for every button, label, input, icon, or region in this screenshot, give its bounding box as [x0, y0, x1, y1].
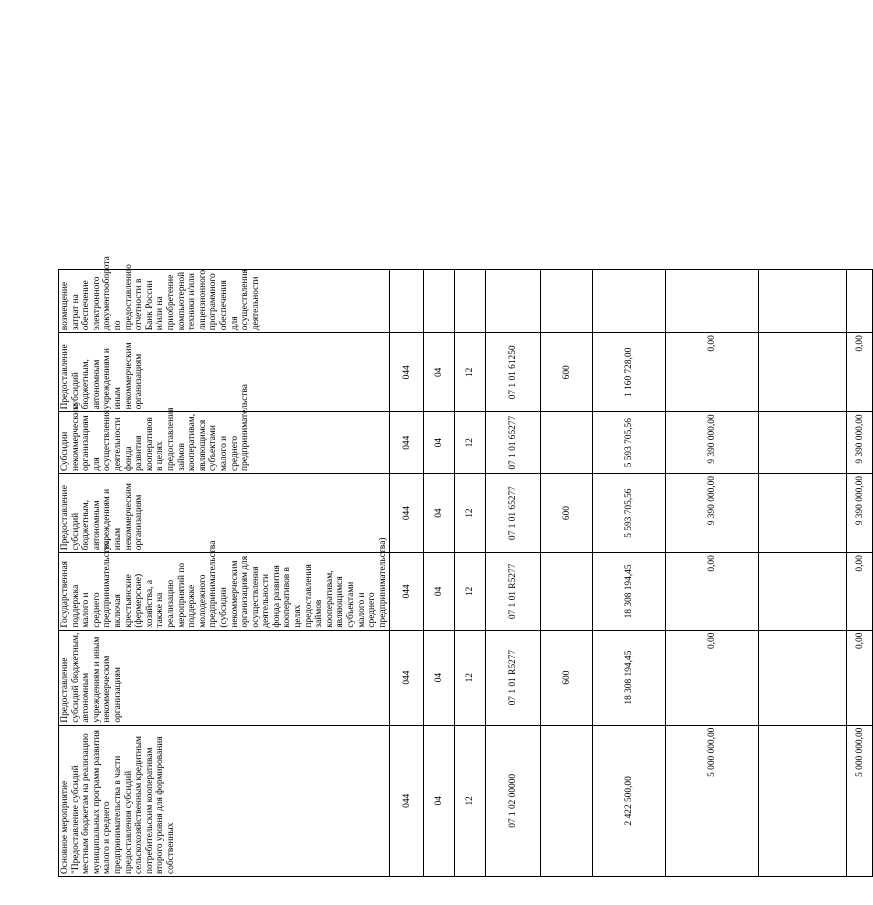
cell-expense-type-row-5 [541, 553, 593, 630]
cell-target-article-row-1 [486, 269, 541, 332]
cell-amount-4-row-4: 9 390 000,00 [847, 474, 873, 553]
cell-amount-3-row-7 [759, 725, 847, 876]
cell-amount-4-row-3: 9 390 000,00 [847, 412, 873, 474]
cell-subsection-code-row-4: 12 [455, 474, 486, 553]
cell-section-code-row-3: 04 [424, 412, 455, 474]
cell-subsection-code-row-7: 12 [455, 725, 486, 876]
cell-amount-4-row-1 [847, 269, 873, 332]
cell-description-row-1: возмещение затрат на обеспечение электронного документооборота по предоставлению отчетности в Банк России и/или на приобретение компьютерной техники и/или лицензионного программного обеспечения для осуществления деятельности [59, 269, 390, 332]
cell-ministry-code-row-4: 044 [390, 474, 424, 553]
cell-target-article-row-4: 07 1 01 65277 [486, 474, 541, 553]
cell-target-article-row-7: 07 1 02 00000 [486, 725, 541, 876]
cell-amount-3-row-2 [759, 333, 847, 412]
cell-expense-type-row-7 [541, 725, 593, 876]
cell-amount-2-row-6: 0,00 [666, 630, 759, 725]
cell-section-code-row-1 [424, 269, 455, 332]
cell-amount-4-row-6: 0,00 [847, 630, 873, 725]
cell-ministry-code-row-1 [390, 269, 424, 332]
cell-amount-2-row-2: 0,00 [666, 333, 759, 412]
cell-amount-2-row-1 [666, 269, 759, 332]
cell-description-row-3: Субсидии некоммерческим организациям для осуществления деятельности фонда развития кооперативов в целях предоставления займов кооперативам, являющимся субъектами малого и среднего предпринимательства [59, 412, 390, 474]
cell-description-row-2: Предоставление субсидий бюджетным, автономным учреждениям и иным некоммерческим организациям [59, 333, 390, 412]
cell-description-row-6: Предоставление субсидий бюджетным, автономным учреждениям и иным некоммерческим организациям [59, 630, 390, 725]
cell-amount-3-row-5 [759, 553, 847, 630]
cell-amount-3-row-6 [759, 630, 847, 725]
cell-subsection-code-row-2: 12 [455, 333, 486, 412]
budget-table [58, 33, 873, 877]
cell-description-row-7: Основное мероприятие "Предоставление субсидий местным бюджетам на реализацию муниципальных программ развития малого и среднего предпринимательства в части предоставления субсидий сельскохозяйственным кредитным потребительским кооперативам второго уровня для формирования собственных [59, 725, 390, 876]
cell-expense-type-row-1 [541, 269, 593, 332]
cell-amount-1-row-2: 1 160 728,00 [593, 333, 666, 412]
cell-section-code-row-7: 04 [424, 725, 455, 876]
cell-amount-2-row-3: 9 390 000,00 [666, 412, 759, 474]
cell-ministry-code-row-5: 044 [390, 553, 424, 630]
table-body [59, 34, 873, 877]
cell-amount-4-row-2: 0,00 [847, 333, 873, 412]
cell-amount-1-row-7: 2 422 500,00 [593, 725, 666, 876]
cell-amount-1-row-4: 5 593 705,56 [593, 474, 666, 553]
cell-amount-4-row-5: 0,00 [847, 553, 873, 630]
cell-amount-3-row-3 [759, 412, 847, 474]
cell-amount-4-row-7: 5 000 000,00 [847, 725, 873, 876]
cell-description-row-5: Государственная поддержка малого и среднего предпринимательства, включая крестьянские (фермерские) хозяйства, а также на реализацию мероприятий по поддержке молодежного предпринимательства (субсидии некоммерческим организациям для осуществления деятельности фонда развития кооперативов в целях предоставления займов кооперативам, являющимся субъектами малого и среднего предпринимательства) [59, 553, 390, 630]
cell-ministry-code-row-3: 044 [390, 412, 424, 474]
cell-target-article-row-6: 07 1 01 R5277 [486, 630, 541, 725]
cell-expense-type-row-6: 600 [541, 630, 593, 725]
cell-ministry-code-row-7: 044 [390, 725, 424, 876]
cell-amount-3-row-1 [759, 269, 847, 332]
cell-section-code-row-6: 04 [424, 630, 455, 725]
cell-amount-1-row-3: 5 593 705,56 [593, 412, 666, 474]
cell-ministry-code-row-6: 044 [390, 630, 424, 725]
cell-amount-1-row-5: 18 308 194,45 [593, 553, 666, 630]
cell-expense-type-row-3 [541, 412, 593, 474]
cell-expense-type-row-2: 600 [541, 333, 593, 412]
rotated-budget-table-page [58, 33, 865, 877]
cell-description-row-4: Предоставление субсидий бюджетным, автономным учреждениям и иным некоммерческим организациям [59, 474, 390, 553]
cell-section-code-row-2: 04 [424, 333, 455, 412]
cell-amount-2-row-4: 9 390 000,00 [666, 474, 759, 553]
cell-amount-3-row-4 [759, 474, 847, 553]
cell-amount-2-row-7: 5 000 000,00 [666, 725, 759, 876]
cell-expense-type-row-4: 600 [541, 474, 593, 553]
cell-ministry-code-row-2: 044 [390, 333, 424, 412]
cell-section-code-row-4: 04 [424, 474, 455, 553]
cell-target-article-row-3: 07 1 01 65277 [486, 412, 541, 474]
cell-section-code-row-5: 04 [424, 553, 455, 630]
cell-subsection-code-row-1 [455, 269, 486, 332]
cell-target-article-row-5: 07 1 01 R5277 [486, 553, 541, 630]
cell-target-article-row-2: 07 1 01 61250 [486, 333, 541, 412]
cell-amount-1-row-1 [593, 269, 666, 332]
cell-subsection-code-row-6: 12 [455, 630, 486, 725]
cell-amount-1-row-6: 18 308 194,45 [593, 630, 666, 725]
cell-subsection-code-row-5: 12 [455, 553, 486, 630]
cell-amount-2-row-5: 0,00 [666, 553, 759, 630]
cell-subsection-code-row-3: 12 [455, 412, 486, 474]
